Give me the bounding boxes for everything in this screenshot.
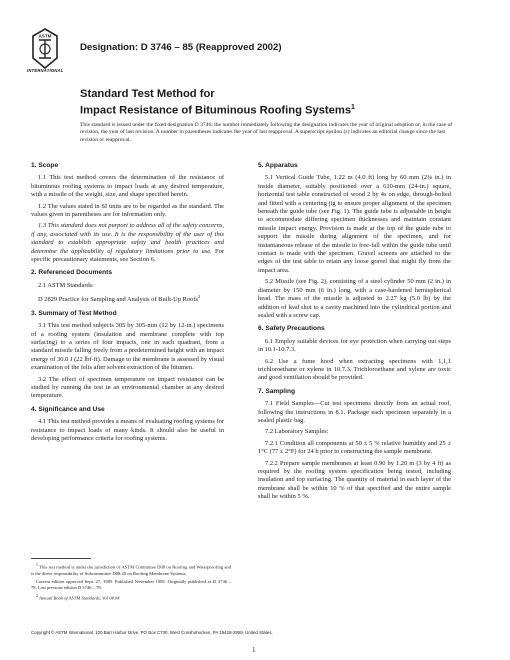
- paragraph-5-2: 5.2 Missile (see Fig. 2), consisting of a steel cylinder 50 mm (2 in.) in diameter by 150 mm (6 in.) long, with a case-hardened hemispherical head. The mass of the missile is adjusted to 2.27 kg (5.0 lb) by the addition of lead shot to a cavity machined into the cylindrical portion and sealed with a screw cap.: [258, 278, 451, 319]
- paragraph-6-1: 6.1 Employ suitable devices for eye protection when carrying out steps in 10.1-10.7.3.: [258, 337, 451, 354]
- paragraph-2-1: 2.1 ASTM Standards:: [38, 281, 94, 289]
- svg-text:ASTM: ASTM: [38, 33, 52, 39]
- safety-statement: 1.3 This standard does not purport to address all of the safety concerns, if any, associated with its use. It is the responsibility of the user of this standard to establish appropriate safety and health practices and determine the applicability of regulatory limitations prior to use.: [31, 222, 224, 255]
- title-line-1: Standard Test Method for: [80, 88, 215, 100]
- section-heading-safety: 6. Safety Precautions: [258, 325, 325, 333]
- page-number: 1: [252, 646, 256, 654]
- footnote-1: $^1$ This test method is under the jurisdiction of ASTM Committee D08 on Roofing and Waterproofing and is the direct responsibility of Subcommittee D08.20 on Roofing Membrane Systems.: [31, 563, 231, 576]
- astm-logo-icon: [31, 28, 59, 72]
- safety-statement-tail: For specific precautionary statements, see Section 6.: [31, 247, 224, 264]
- left-column: [31, 162, 224, 447]
- section-heading-summary: 3. Summary of Test Method: [31, 309, 117, 317]
- logo-caption: INTERNATIONAL: [27, 68, 64, 73]
- issuance-note: This standard is issued under the fixed designation D 3746; the number immediately following the designation indicates the year of original adoption or, in the case of revision, the year of last revision. A number in parentheses indicates the year of last reapproval. A superscript epsilon (ε) indicates an editorial change since the last revision or reapproval.: [80, 122, 453, 143]
- paragraph-6-2: 6.2 Use a fume hood when extracting specimens with 1,1,1 trichloroethane or xylene in 10.7.3. Trichloroethane and xylene are toxic and good ventilation should be provided.: [258, 357, 451, 382]
- paragraph-1-2: 1.2 The values stated in SI units are to be regarded as the standard. The values given in parentheses are for information only.: [31, 202, 224, 219]
- section-heading-referenced-documents: 2. Referenced Documents: [31, 269, 112, 277]
- section-heading-sampling: 7. Sampling: [258, 387, 296, 395]
- right-column: [258, 162, 451, 505]
- title-main: Impact Resistance of Bituminous Roofing Systems: [80, 104, 352, 117]
- paragraph-3-1: 3.1 This test method subjects 305 by 305-mm (12 by 12-in.) specimens of a roofing system (insulation and membrane complete with top surfacing) to a series of four impacts, one in each quadrant, from a standard missile falling freely from a predetermined height with an impact energy of 30.0 J (22 lbf·ft). Damage to the membrane is assessed by visual examination of the felts after solvent extraction of the bitumen.: [31, 322, 224, 372]
- paragraph-4-1: 4.1 This test method provides a means of evaluating roofing systems for resistance to impact loads of many kinds. It should also be useful in developing performance criteria for roofing systems.: [31, 418, 224, 443]
- copyright-line: Copyright © ASTM International, 100 Barr Harbor Drive, PO Box C700, West Conshohocken, PA 19428-2959, United States.: [31, 630, 273, 635]
- reference-text: D 2829 Practice for Sampling and Analysis of Built-Up Roofs: [38, 296, 199, 304]
- title-footnote-mark: 1: [351, 104, 355, 111]
- paragraph-7-1: 7.1 Field Samples—Cut test specimens directly from an actual roof, following the instructions in 8.1. Package each specimen separately in a sealed plastic bag.: [258, 400, 451, 424]
- section-heading-scope: 1. Scope: [31, 162, 59, 169]
- paragraph-7-2-1: 7.2.1 Condition all components at 50 ± 5 % relative humidity and 25 ± 1°C (77 ± 2°F) for 24 h prior to constructing the sample membrane.: [258, 439, 451, 456]
- footnote-2-text: Annual Book of ASTM Standards, Vol 04.04.: [39, 595, 121, 601]
- paragraph-3-2: 3.2 The effect of specimen temperature on impact resistance can be studied by running the test in an environmental chamber at any desired temperature.: [31, 375, 224, 400]
- section-heading-apparatus: 5. Apparatus: [258, 162, 298, 169]
- footnote-2: $^2$ Annual Book of ASTM Standards, Vol 04.04.: [36, 593, 121, 601]
- paragraph-1-1: 1.1 This test method covers the determination of the resistance of bituminous roofing systems to impact loads at any desired temperature, with a missile of the weight, size, and shape specified herein.: [31, 174, 224, 199]
- paragraph-7-2: 7.2 Laboratory Samples:: [265, 428, 329, 436]
- designation: Designation: D 3746 – 85 (Reapproved 2002): [80, 42, 282, 53]
- footnotes: [31, 558, 231, 603]
- reference-d2829: [31, 293, 224, 305]
- title-line-2: [80, 101, 355, 118]
- footnote-1b: Current edition approved Sept. 27, 1985. Published November 1985. Originally published as D 3746 – 78. Last previous edition D 3746 – 78.: [31, 578, 231, 590]
- document-title: [80, 88, 355, 118]
- footnote-divider: [31, 558, 91, 559]
- paragraph-5-1: 5.1 Vertical Guide Tube, 1.22 m (4.0 ft) long by 60 mm (2⅜ in.) in inside diameter, suitably positioned over a 610-mm (24-in.) square, horizontal test table constructed of wood 2 by 4s on edge, through-bolted and fitted with a centering jig to ensure proper alignment of the specimen beneath the guide tube (see Fig. 1). The guide tube is adjustable in height to accommodate differing specimen thicknesses and maintain constant missile impact energy. Provision is made at the top of the guide tube to support the missile during alignment of the specimen, and for instantaneous release of the missile to free-fall within the guide tube until contact is made with the specimen. Gravel screens are attached to the edges of the test table to retain any loose gravel that might fly from the impact area.: [258, 174, 451, 274]
- footnote-1-text: This test method is under the jurisdiction of ASTM Committee D08 on Roofing and Waterproofing and is the direct responsibility of Subcommittee D08.20 on Roofing Membrane Systems.: [31, 564, 231, 576]
- section-heading-significance: 4. Significance and Use: [31, 405, 105, 413]
- paragraph-1-3: [31, 222, 224, 264]
- paragraph-7-2-2: 7.2.2 Prepare sample membranes at least 0.90 by 1.20 m (3 by 4 ft) as required by the roofing system specification being tested, including insulation and top surfacing. The quantity of material in each layer of the membrane shall be within 10 % of that specified and the entire sample shall be within 5 %.: [258, 459, 451, 501]
- reference-footnote-mark: 2: [198, 294, 201, 300]
